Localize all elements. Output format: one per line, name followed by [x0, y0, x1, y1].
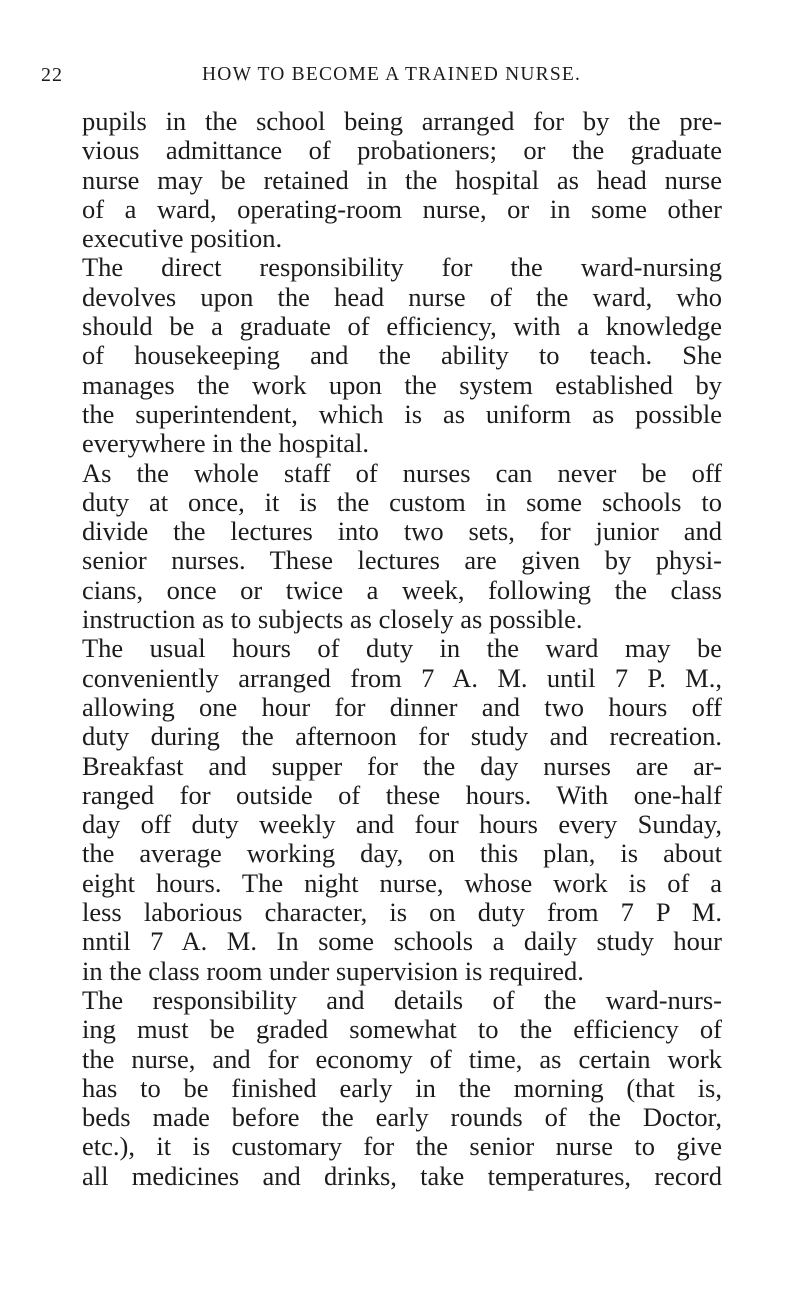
- text-line: in the class room under supervision is required.: [82, 955, 584, 986]
- text-line: The responsibility and details of the ward-nurs-: [82, 984, 722, 1015]
- body-text: [82, 107, 722, 1191]
- text-line: cians, once or twice a week, following the class: [82, 574, 722, 605]
- text-line: nurse may be retained in the hospital as head nurse: [82, 164, 722, 195]
- text-line: everywhere in the hospital.: [82, 428, 369, 459]
- text-line: of a ward, operating-room nurse, or in some other: [82, 193, 722, 224]
- text-line: Breakfast and supper for the day nurses are ar-: [82, 750, 722, 781]
- running-head: HOW TO BECOME A TRAINED NURSE.: [202, 64, 582, 85]
- page-header: [0, 64, 800, 94]
- page-number: 22: [41, 64, 63, 86]
- text-line: divide the lectures into two sets, for junior and: [82, 516, 722, 547]
- text-line: instruction as to subjects as closely as possible.: [82, 604, 583, 635]
- text-line: senior nurses. These lectures are given by physi-: [82, 545, 722, 576]
- text-line: eight hours. The night nurse, whose work is of a: [82, 867, 722, 898]
- text-line: has to be finished early in the morning (that is,: [82, 1072, 722, 1103]
- text-line: executive position.: [82, 223, 283, 254]
- text-line: the superintendent, which is as uniform as possible: [82, 398, 722, 429]
- text-line: ranged for outside of these hours. With one-half: [82, 779, 722, 810]
- text-line: As the whole staff of nurses can never be off: [82, 457, 722, 488]
- text-line: allowing one hour for dinner and two hours off: [82, 691, 722, 722]
- text-line: ing must be graded somewhat to the efficiency of: [82, 1014, 722, 1045]
- text-line: of housekeeping and the ability to teach. She: [82, 340, 722, 371]
- text-line: duty at once, it is the custom in some schools to: [82, 486, 722, 517]
- text-line: beds made before the early rounds of the Doctor,: [82, 1102, 722, 1133]
- text-line: The usual hours of duty in the ward may be: [82, 633, 722, 664]
- text-line: should be a graduate of efficiency, with a knowledge: [82, 311, 722, 342]
- text-line: etc.), it is customary for the senior nurse to give: [82, 1131, 722, 1162]
- text-line: The direct responsibility for the ward-nursing: [82, 252, 722, 283]
- text-line: less laborious character, is on duty from 7 P M.: [82, 897, 722, 928]
- text-line: day off duty weekly and four hours every Sunday,: [82, 809, 722, 840]
- text-line: the average working day, on this plan, is about: [82, 838, 722, 869]
- text-line: nntil 7 A. M. In some schools a daily study hour: [82, 926, 722, 957]
- text-line: duty during the afternoon for study and recreation.: [82, 721, 722, 752]
- text-line: the nurse, and for economy of time, as certain work: [82, 1043, 722, 1074]
- text-line: all medicines and drinks, take temperatures, record: [82, 1160, 722, 1191]
- text-line: devolves upon the head nurse of the ward, who: [82, 281, 722, 312]
- text-line: manages the work upon the system established by: [82, 369, 722, 400]
- text-line: conveniently arranged from 7 A. M. until 7 P. M.,: [82, 662, 722, 693]
- text-line: pupils in the school being arranged for by the pre-: [82, 106, 722, 136]
- text-line: vious admittance of probationers; or the graduate: [82, 135, 722, 166]
